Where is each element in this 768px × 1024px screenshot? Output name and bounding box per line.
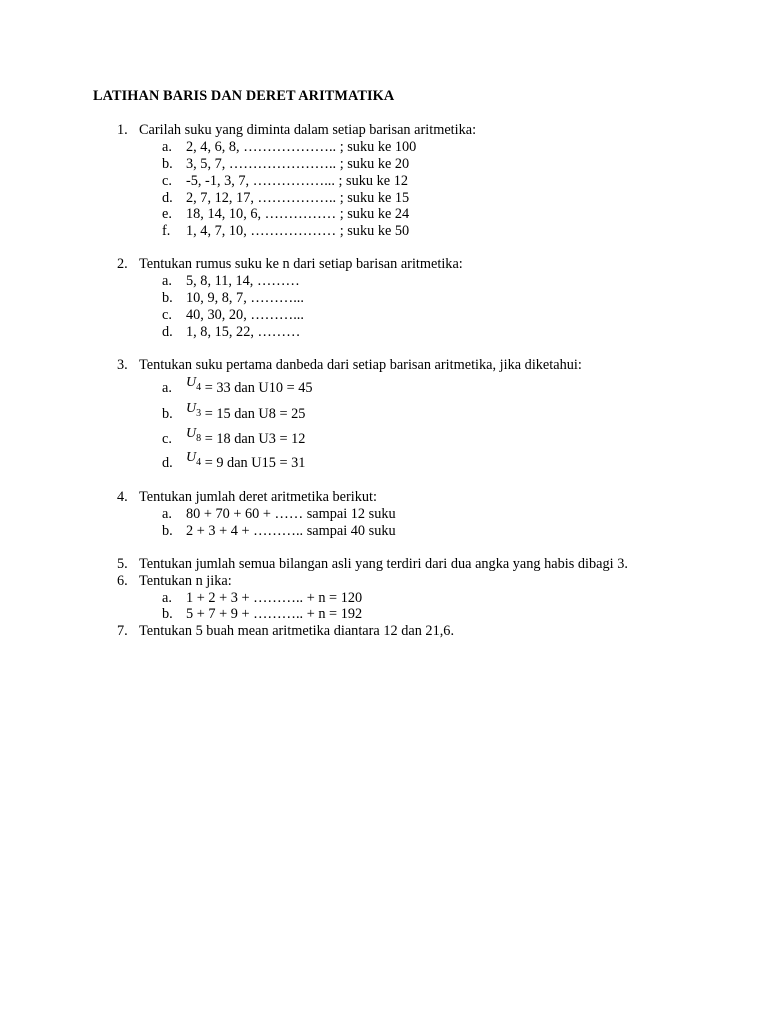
question-6: [117, 573, 232, 590]
u-letter: U: [186, 375, 197, 390]
question-6-item-a: [162, 590, 362, 607]
u-symbol: [186, 375, 201, 393]
question-text: Tentukan 5 buah mean aritmetika diantara 12 dan 21,6.: [139, 623, 455, 639]
item-letter: d.: [162, 324, 173, 340]
item-letter: b.: [162, 606, 173, 622]
question-text: Tentukan jumlah semua bilangan asli yang terdiri dari dua angka yang habis dibagi 3.: [139, 556, 628, 572]
item-letter: b.: [162, 406, 173, 422]
question-4-item-a: [162, 506, 396, 523]
item-text: = 18 dan U3 = 12: [201, 431, 306, 447]
u-index: 8: [196, 433, 202, 444]
question-1-item-a: [162, 139, 416, 156]
item-letter: b.: [162, 156, 173, 172]
u-letter: U: [186, 401, 197, 416]
u-symbol: [186, 426, 201, 444]
question-3-item-d: [162, 450, 306, 474]
question-1-item-e: [162, 206, 409, 223]
item-text: 2, 4, 6, 8, ……………….. ; suku ke 100: [186, 139, 417, 155]
u-letter: U: [186, 426, 197, 441]
item-text: 10, 9, 8, 7, ………...: [186, 290, 304, 306]
item-letter: c.: [162, 173, 172, 189]
u-symbol: [186, 401, 201, 419]
u-symbol: [186, 450, 201, 468]
question-number: 3.: [117, 357, 128, 373]
u-index: 3: [196, 408, 202, 419]
question-4: [117, 489, 377, 506]
question-7: [117, 623, 454, 640]
u-index: 4: [196, 457, 202, 468]
question-text: Tentukan suku pertama danbeda dari setiap barisan aritmetika, jika diketahui:: [139, 357, 582, 373]
question-text: Carilah suku yang diminta dalam setiap barisan aritmetika:: [139, 122, 477, 138]
question-6-item-b: [162, 606, 362, 623]
question-3: [117, 357, 582, 374]
page-title: LATIHAN BARIS DAN DERET ARITMATIKA: [93, 88, 395, 104]
question-2-item-b: [162, 290, 304, 307]
item-letter: a.: [162, 506, 172, 522]
question-2-item-a: [162, 273, 300, 290]
item-text: 1 + 2 + 3 + ……….. + n = 120: [186, 590, 363, 606]
item-letter: d.: [162, 455, 173, 471]
item-letter: a.: [162, 139, 172, 155]
question-text: Tentukan rumus suku ke n dari setiap barisan aritmetika:: [139, 256, 463, 272]
item-text: 5, 8, 11, 14, ………: [186, 273, 300, 289]
item-text: 1, 4, 7, 10, ……………… ; suku ke 50: [186, 223, 410, 239]
question-2: [117, 256, 463, 273]
question-2-item-d: [162, 324, 300, 341]
u-letter: U: [186, 450, 197, 465]
item-letter: b.: [162, 290, 173, 306]
item-text: -5, -1, 3, 7, ……………... ; suku ke 12: [186, 173, 408, 189]
question-number: 2.: [117, 256, 128, 272]
question-1-item-f: [162, 223, 409, 240]
item-text: 40, 30, 20, ………...: [186, 307, 304, 323]
question-1-item-c: [162, 173, 408, 190]
question-3-item-c: [162, 426, 306, 450]
item-text: = 15 dan U8 = 25: [201, 406, 306, 422]
item-text: = 9 dan U15 = 31: [201, 455, 306, 471]
question-3-item-b: [162, 401, 306, 425]
item-text: 3, 5, 7, ………………….. ; suku ke 20: [186, 156, 410, 172]
question-2-item-c: [162, 307, 304, 324]
question-1-item-b: [162, 156, 409, 173]
item-letter: c.: [162, 431, 172, 447]
question-5: [117, 556, 628, 573]
item-letter: a.: [162, 590, 172, 606]
item-letter: a.: [162, 380, 172, 396]
u-index: 4: [196, 382, 202, 393]
item-text: 2 + 3 + 4 + ……….. sampai 40 suku: [186, 523, 396, 539]
item-text: 18, 14, 10, 6, …………… ; suku ke 24: [186, 206, 410, 222]
question-1-item-d: [162, 190, 409, 207]
item-letter: b.: [162, 523, 173, 539]
item-text: 5 + 7 + 9 + ……….. + n = 192: [186, 606, 363, 622]
item-text: = 33 dan U10 = 45: [201, 380, 313, 396]
item-text: 1, 8, 15, 22, ………: [186, 324, 301, 340]
question-number: 4.: [117, 489, 128, 505]
question-text: Tentukan n jika:: [139, 573, 232, 589]
item-letter: e.: [162, 206, 172, 222]
item-letter: f.: [162, 223, 171, 239]
question-number: 5.: [117, 556, 128, 572]
question-number: 6.: [117, 573, 128, 589]
question-3-item-a: [162, 375, 313, 399]
item-text: 2, 7, 12, 17, …………….. ; suku ke 15: [186, 190, 410, 206]
item-letter: d.: [162, 190, 173, 206]
question-number: 7.: [117, 623, 128, 639]
item-letter: a.: [162, 273, 172, 289]
question-1: [117, 122, 476, 139]
question-text: Tentukan jumlah deret aritmetika berikut:: [139, 489, 377, 505]
question-number: 1.: [117, 122, 128, 138]
item-letter: c.: [162, 307, 172, 323]
question-4-item-b: [162, 523, 396, 540]
item-text: 80 + 70 + 60 + …… sampai 12 suku: [186, 506, 396, 522]
